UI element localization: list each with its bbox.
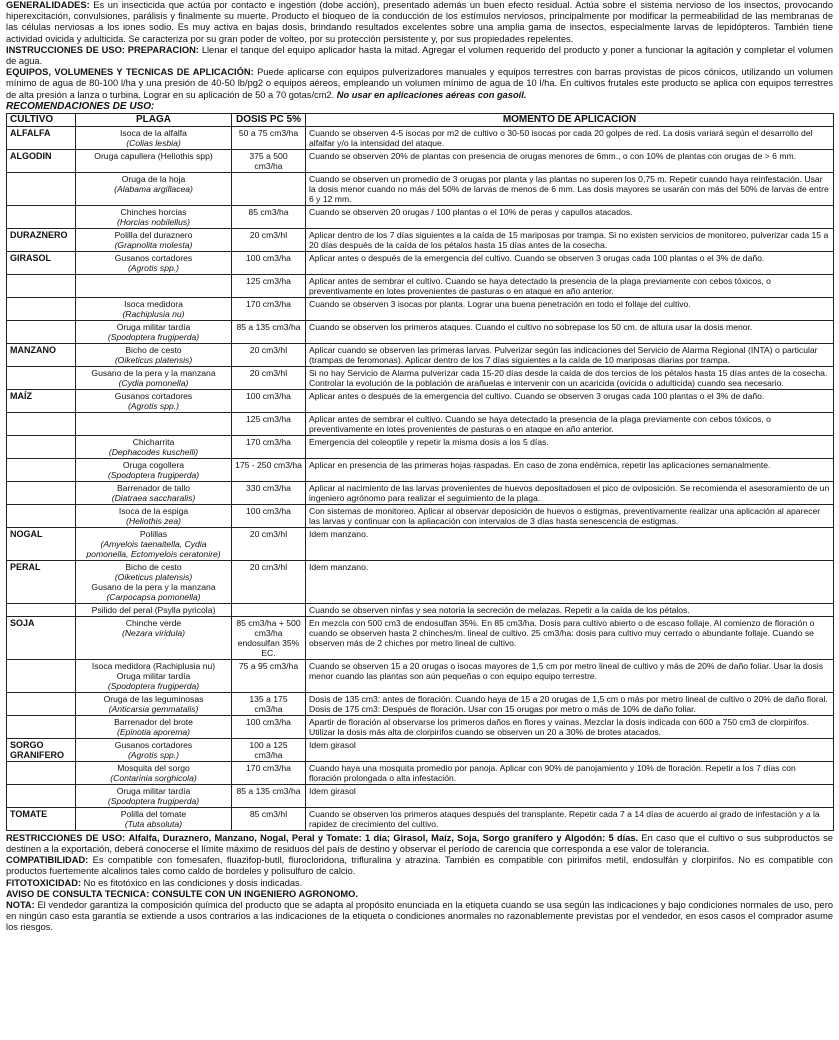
cell-momento: Aplicar dentro de los 7 días siguientes a la caída de 15 mariposas por trampa. Si no existen servicios de monitoreo, pulverizar cada 15 a 20 días después de la caída de los pétalos hasta 15 días antes de la cosecha.: [306, 228, 834, 251]
cell-momento: Aplicar antes o después de la emergencia del cultivo. Cuando se observen 3 orugas cada 100 plantas o el 3% de daño.: [306, 251, 834, 274]
cell-cultivo: [7, 603, 76, 616]
pest-scientific-name: (Oiketicus platensis): [114, 354, 193, 365]
fitotoxicidad-block: [6, 878, 833, 889]
cell-momento: Si no hay Servicio de Alarma pulverizar cada 15-20 días desde la caída de dos tercios de los pétalos hasta 15 días antes de la cosecha. Controlar la evolución de la población de arañuelas e intervenir con un acaricida (ovicida o adulticida) cuando sea necesario.: [306, 366, 834, 389]
pest-scientific-name: (Oiketicus platensis): [114, 571, 193, 582]
pest-scientific-name: (Horcias nobilellus): [116, 216, 191, 227]
equipos-label: EQUIPOS, VOLUMENES Y TECNICAS DE APLICACIÓN:: [6, 67, 254, 78]
table-row: [7, 149, 834, 172]
table-row: [7, 297, 834, 320]
cell-momento: Idem girasol: [306, 784, 834, 807]
cell-dosis: 125 cm3/ha: [232, 274, 306, 297]
pest-scientific-name: (Spodoptera frugiperda): [107, 795, 200, 806]
table-row: [7, 366, 834, 389]
cell-momento: Aplicar antes de sembrar el cultivo. Cuando se haya detectado la presencia de la plaga previamente con cebos tóxicos, o preventivamente en lotes provenientes de pasturas o en ataque en año anterior.: [306, 274, 834, 297]
cell-cultivo: SOJA: [7, 616, 76, 659]
label-page: [6, 0, 833, 934]
cell-plaga: [76, 435, 232, 458]
cell-plaga: [76, 616, 232, 659]
cell-plaga: [76, 761, 232, 784]
cell-dosis: 20 cm3/hl: [232, 527, 306, 560]
table-row: [7, 412, 834, 435]
cell-cultivo: ALFALFA: [7, 126, 76, 149]
cell-cultivo: [7, 205, 76, 228]
cell-dosis: 135 a 175 cm3/ha: [232, 692, 306, 715]
cell-dosis: [232, 172, 306, 205]
pest-name: Oruga cogollera: [122, 459, 185, 470]
cell-cultivo: [7, 692, 76, 715]
pest-scientific-name: (Spodoptera frugiperda): [107, 680, 200, 691]
cell-dosis: 100 cm3/ha: [232, 251, 306, 274]
pest-scientific-name: (Colias lesbia): [126, 137, 181, 148]
pest-name: Gusano de la pera y la manzana: [91, 367, 216, 378]
pest-name: Oruga militar tardía: [116, 785, 191, 796]
pest-name: Bicho de cesto: [125, 561, 182, 572]
pest-scientific-name: (Alabama argillacea): [114, 183, 193, 194]
cell-dosis: [232, 603, 306, 616]
cell-cultivo: [7, 435, 76, 458]
cell-plaga: [76, 251, 232, 274]
cell-cultivo: [7, 715, 76, 738]
cell-plaga: [76, 366, 232, 389]
equipos-paragraph: [6, 67, 833, 101]
cell-plaga: [76, 126, 232, 149]
cell-dosis: 170 cm3/ha: [232, 297, 306, 320]
restricciones-block: [6, 833, 833, 855]
cell-plaga: [76, 149, 232, 172]
cell-cultivo: [7, 320, 76, 343]
recomendaciones-title: RECOMENDACIONES DE USO:: [6, 100, 155, 112]
pest-name: Oruga de las leguminosas: [103, 693, 204, 704]
pest-scientific-name: (Heliothis zea): [126, 515, 181, 526]
cell-cultivo: [7, 659, 76, 692]
cell-cultivo: GIRASOL: [7, 251, 76, 274]
nota-text: El vendedor garantiza la composición química del producto que se adapta al propósito enunciada en la etiqueta cuando se usa según las indicaciones y bajo condiciones normales de uso, pero en ningún caso esta garantía se extiende a usos contrarios a las indicaciones de la etiqueta o condiciones anormales no razonablemente previstas por el vendedor, en esos casos el comprador asume los riesgos.: [6, 900, 833, 933]
table-body: [7, 126, 834, 830]
nota-label: NOTA:: [6, 900, 35, 911]
pest-scientific-name: (Contarinia sorghicola): [110, 772, 197, 783]
cell-dosis: 50 a 75 cm3/ha: [232, 126, 306, 149]
cell-cultivo: [7, 412, 76, 435]
pest-name: Gusano de la pera y la manzana: [91, 581, 216, 592]
cell-momento: Aplicar en presencia de las primeras hojas raspadas. En caso de zona endémica, repetir las aplicaciones semanalmente.: [306, 458, 834, 481]
cell-momento: Cuando se observen 3 isocas por planta. Lograr una buena penetración en todo el follaje del cultivo.: [306, 297, 834, 320]
cell-momento: Cuando se observen 15 a 20 orugas o isocas mayores de 1,5 cm por metro lineal de cultivo y más de 20% de daño foliar. Usar la dosis menor cuando las plantas son aún pequeñas o con equipo equipo terrestre.: [306, 659, 834, 692]
table-row: [7, 527, 834, 560]
cell-cultivo: [7, 366, 76, 389]
header-plaga: PLAGA: [76, 113, 232, 126]
table-row: [7, 172, 834, 205]
cell-dosis: 125 cm3/ha: [232, 412, 306, 435]
cell-cultivo: [7, 297, 76, 320]
cell-plaga: [76, 481, 232, 504]
table-row: [7, 435, 834, 458]
pest-scientific-name: (Diatraea saccharalis): [111, 492, 196, 503]
pest-name: Oruga de la hoja: [121, 173, 186, 184]
pest-name: Chinche verde: [125, 617, 182, 628]
table-row: [7, 692, 834, 715]
pest-scientific-name: (Epinotia aporema): [116, 726, 191, 737]
pest-name: Gusanos cortadores: [114, 252, 193, 263]
cell-momento: Dosis de 135 cm3: antes de floración. Cuando haya de 15 a 20 orugas de 1,5 cm o más por metro lineal de cultivo o 20% de daño floral. Dosis de 175 cm3: Después de floración. Usar con 15 orugas por metro o más de 10% de daño foliar.: [306, 692, 834, 715]
cell-dosis: 75 a 95 cm3/ha: [232, 659, 306, 692]
cell-momento: Aplicar cuando se observen las primeras larvas. Pulverizar según las indicaciones del Servicio de Alarma Regional (INTA) o particular (trampas de feromonas). Aplicar dentro de los 7 días siguientes a la caída de 10 mariposas diarias por trampa.: [306, 343, 834, 366]
cell-momento: Idem manzano.: [306, 560, 834, 603]
pest-name: Isoca medidora (Rachiplusia nu): [91, 660, 216, 671]
cell-plaga: [76, 412, 232, 435]
cell-plaga: [76, 807, 232, 830]
cell-dosis: 100 cm3/ha: [232, 504, 306, 527]
pest-name: Polilla del tomate: [120, 808, 187, 819]
cell-dosis: 20 cm3/hl: [232, 343, 306, 366]
cell-plaga: [76, 458, 232, 481]
header-cultivo: CULTIVO: [7, 113, 76, 126]
cell-momento: Cuando se observen 4-5 isocas por m2 de cultivo o 30-50 isocas por cada 20 golpes de red. La dosis variará según el desarrollo del alfalfar y/o la intensidad del ataque.: [306, 126, 834, 149]
aviso-consulta: AVISO DE CONSULTA TECNICA: CONSULTE CON UN INGENIERO AGRONOMO.: [6, 888, 358, 899]
fitotoxicidad-label: FITOTOXICIDAD:: [6, 877, 82, 888]
cell-momento: Aplicar al nacimiento de las larvas provenientes de huevos depositadosen el pico de oviposición. Se recomienda el asesoramiento de un ingeniero agrónomo para realizar el seguimiento de la plaga.: [306, 481, 834, 504]
cell-dosis: 85 a 135 cm3/ha: [232, 320, 306, 343]
cell-momento: Cuando se observen los primeros ataques después del transplante. Repetir cada 7 a 14 días de acuerdo al grado de infestación y a la rapidez de crecimiento del cultivo.: [306, 807, 834, 830]
table-row: [7, 481, 834, 504]
cell-momento: En mezcla con 500 cm3 de endosulfan 35%. En 85 cm3/ha. Dosis para cultivo abierto o de escaso follaje. Al comienzo de floración o cuando se observen hasta 2 chinches/m. lineal de cultivo. 25 cm3/ha: dosis para cultivo muy cerrado o abundante follaje. Cuando se observen más de 2 chiches por metro lineal de cultivo.: [306, 616, 834, 659]
pest-name: Barrenador de tallo: [116, 482, 191, 493]
cell-plaga: [76, 274, 232, 297]
cell-plaga: [76, 228, 232, 251]
cell-cultivo: MANZANO: [7, 343, 76, 366]
pest-name: Chicharrita: [132, 436, 175, 447]
pest-scientific-name: (Dephacodes kuschelli): [108, 446, 199, 457]
cell-cultivo: [7, 504, 76, 527]
pest-scientific-name: (Carpocapsa pomonella): [106, 591, 201, 602]
cell-plaga: [76, 504, 232, 527]
cell-dosis: 85 cm3/ha: [232, 205, 306, 228]
cell-plaga: [76, 560, 232, 603]
table-row: [7, 228, 834, 251]
table-row: [7, 504, 834, 527]
generalidades-paragraph: [6, 0, 833, 45]
instrucciones-paragraph: [6, 45, 833, 67]
cell-momento: Cuando se observen 20 orugas / 100 plantas o el 10% de peras y capullos atacados.: [306, 205, 834, 228]
cell-plaga: [76, 603, 232, 616]
nota-block: [6, 900, 833, 934]
table-row: [7, 616, 834, 659]
cell-momento: Apartir de floración al observarse los primeros daños en flores y vainas. Mezclar la dosis indicada con 600 a 750 cm3 de clorpirifos. Utilizar la dosis más alta de clorpirifos cuando se observen un 20 a 30% de brotes atacados.: [306, 715, 834, 738]
pest-scientific-name: (Agrotis spp.): [127, 400, 180, 411]
cell-plaga: [76, 692, 232, 715]
pest-name: Polilla del duraznero: [114, 229, 193, 240]
cell-dosis: 330 cm3/ha: [232, 481, 306, 504]
pest-name: Chinches horcias: [120, 206, 187, 217]
cell-momento: Idem manzano.: [306, 527, 834, 560]
pest-name: Gusanos cortadores: [114, 739, 193, 750]
pest-scientific-name: (Rachiplusia nu): [122, 308, 185, 319]
cell-dosis: 175 - 250 cm3/ha: [232, 458, 306, 481]
cell-momento: Aplicar antes de sembrar el cultivo. Cuando se haya detectado la presencia de la plaga previamente con cebos tóxicos, o preventivamente en lotes provenientes de pasturas o en ataque en año anterior.: [306, 412, 834, 435]
header-dosis: DOSIS PC 5%: [232, 113, 306, 126]
cell-dosis: 20 cm3/hl: [232, 560, 306, 603]
cell-dosis: 20 cm3/hl: [232, 228, 306, 251]
pest-scientific-name: (Amyelois taenaitella, Cydia pomonella, Ectomyelois ceratonire): [86, 538, 221, 559]
pest-name: Oruga capullera (Heliothis spp): [94, 150, 213, 161]
pest-name: Bicho de cesto: [125, 344, 182, 355]
pest-scientific-name: (Nezara viridula): [121, 627, 186, 638]
cell-cultivo: [7, 784, 76, 807]
table-row: [7, 343, 834, 366]
cell-plaga: [76, 320, 232, 343]
compatibilidad-label: COMPATIBILIDAD:: [6, 855, 89, 866]
cell-dosis: 85 a 135 cm3/ha: [232, 784, 306, 807]
table-row: [7, 458, 834, 481]
table-row: [7, 205, 834, 228]
cell-cultivo: [7, 172, 76, 205]
instrucciones-text: Llenar el tanque del equipo aplicador hasta la mitad. Agregar el volumen requerido del producto y poner a funcionar la agitación y completar el volumen de agua.: [6, 44, 834, 67]
cell-momento: Idem girasol: [306, 738, 834, 761]
table-row: [7, 761, 834, 784]
cell-plaga: [76, 715, 232, 738]
table-header-row: [7, 113, 834, 126]
table-row: [7, 715, 834, 738]
pest-scientific-name: (Cydia pomonella): [118, 377, 189, 388]
cell-momento: Cuando se observen los primeros ataques. Cuando el cultivo no sobrepase los 50 cm. de altura usar la dosis menor.: [306, 320, 834, 343]
cell-dosis: 170 cm3/ha: [232, 435, 306, 458]
pest-name: Psilido del peral (Psylla pyricola): [91, 604, 216, 615]
generalidades-text: Es un insecticida que actúa por contacto e ingestión (dobe acción), presentado además un buen efecto residual. Actúa sobre el sistema nervioso de los insectos, provocando hiperexcitación, convulsiones, parálisis y finalmente su muerte. Producto el bioqueo de la conducción de los estímulos nerviosos, principalmente por modificar la permeabilidad de las membranas de las células nerviosas a los iones sodio. Es muy activa en bajas dosis, brindando resultados excelentes sobre una amplia gama de insectos, especialmente larvas de lepidópteros. También tiene actividad ovicida y adulticida. Se caracteriza por su gran poder de volteo, por su protección persistente y, por sus propiedades repelentes.: [6, 0, 833, 44]
cell-dosis: 100 cm3/ha: [232, 389, 306, 412]
cell-dosis: 85 cm3/ha + 500 cm3/ha endosulfan 35% EC.: [232, 616, 306, 659]
table-row: [7, 807, 834, 830]
cell-cultivo: PERAL: [7, 560, 76, 603]
footer-section: [6, 833, 833, 934]
cell-plaga: [76, 389, 232, 412]
cell-cultivo: SORGO GRANIFERO: [7, 738, 76, 761]
table-row: [7, 784, 834, 807]
cell-plaga: [76, 343, 232, 366]
cell-plaga: [76, 205, 232, 228]
pest-name: Barrenador del brote: [114, 716, 193, 727]
table-row: [7, 659, 834, 692]
table-row: [7, 274, 834, 297]
cell-cultivo: [7, 761, 76, 784]
cell-cultivo: NOGAL: [7, 527, 76, 560]
pest-scientific-name: (Agrotis spp.): [127, 262, 180, 273]
pest-scientific-name: (Agrotis spp.): [127, 749, 180, 760]
cell-momento: Cuando se observen ninfas y sea notoria la secreción de melazas. Repetir a la caída de los pétalos.: [306, 603, 834, 616]
cell-momento: Con sistemas de monitoreo. Aplicar al observar deposición de huevos o estigmas, preventivamente realizar una aplicación al aparecer las larvas y continuar con la apliacación con intervalos de 3 días hasta senescencia de estigmas.: [306, 504, 834, 527]
pest-name: Isoca de la alfalfa: [120, 127, 187, 138]
pest-name: Polillas: [139, 528, 168, 539]
header-momento: MOMENTO DE APLICACION: [306, 113, 834, 126]
table-row: [7, 560, 834, 603]
pest-name: Isoca medidora: [124, 298, 183, 309]
restricciones-label: RESTRICCIONES DE USO:: [6, 832, 126, 843]
compatibilidad-text: Es compatible con fomesafen, fluazifop-butil, flurocloridona, trifluralina y atrazina. También es compatible con pirimifos metil, endosulfán y clorpirifos. No es compatible con productos fuertemente alcalinos tales como caldo de bordeles y polisulfuro de calcio.: [6, 855, 833, 877]
cell-plaga: [76, 297, 232, 320]
cell-dosis: 85 cm3/hl: [232, 807, 306, 830]
pest-name: Oruga militar tardía: [116, 670, 191, 681]
cell-plaga: [76, 738, 232, 761]
cell-momento: Cuando haya una mosquita promedio por panoja. Aplicar con 90% de panojamiento y 10% de floración. Repetir a los 7 días con floración prolongada o alta infestación.: [306, 761, 834, 784]
cell-plaga: [76, 527, 232, 560]
cell-plaga: [76, 172, 232, 205]
cell-cultivo: [7, 458, 76, 481]
cell-dosis: 170 cm3/ha: [232, 761, 306, 784]
equipos-warning: No usar en aplicaciones aéreas con gasoil.: [336, 89, 527, 100]
table-row: [7, 126, 834, 149]
cell-dosis: 20 cm3/hl: [232, 366, 306, 389]
pest-scientific-name: (Spodoptera frugiperda): [107, 469, 200, 480]
pest-scientific-name: (Anticarsia gemmatalis): [108, 703, 199, 714]
cell-cultivo: ALGODIN: [7, 149, 76, 172]
table-row: [7, 251, 834, 274]
cell-momento: Cuando se observen 20% de plantas con presencia de orugas menores de 6mm., o con 10% de plantas con orugas de > 6 mm.: [306, 149, 834, 172]
instrucciones-label: INSTRUCCIONES DE USO: PREPARACION:: [6, 44, 199, 55]
table-row: [7, 603, 834, 616]
table-row: [7, 738, 834, 761]
generalidades-label: GENERALIDADES:: [6, 0, 90, 10]
cell-cultivo: TOMATE: [7, 807, 76, 830]
pest-name: Oruga militar tardía: [116, 321, 191, 332]
cell-plaga: [76, 784, 232, 807]
cell-dosis: 100 a 125 cm3/ha: [232, 738, 306, 761]
table-row: [7, 389, 834, 412]
cell-cultivo: MAÍZ: [7, 389, 76, 412]
cell-cultivo: [7, 481, 76, 504]
pest-scientific-name: (Tuta absoluta): [124, 818, 183, 829]
restricciones-crops: Alfalfa, Duraznero, Manzano, Nogal, Peral y Tomate: 1 día; Girasol, Maíz, Soja, Sorgo granífero y Algodón: 5 días.: [128, 832, 639, 843]
cell-momento: Cuando se observen un promedio de 3 orugas por planta y las plantas no superen los 0,75 m. Repetir cuando haya reinfestación. Usar la dosis menor cuando no más del 50% de larvas de menos de 6 mm. Las dosis mayores se usarán con más del 50% de larvas de entre 6 y 12 mm.: [306, 172, 834, 205]
pest-name: Isoca de la espiga: [118, 505, 189, 516]
restricciones-text: En caso que el cultivo o sus subproductos se destinen a la exportación, deberá conocerse el límite máximo de residuos del país de destino y observar el período de carencia que corresponda a ese valor de tolerancia.: [6, 832, 833, 855]
cell-cultivo: DURAZNERO: [7, 228, 76, 251]
recommendations-table: [6, 113, 834, 831]
cell-dosis: 100 cm3/ha: [232, 715, 306, 738]
table-row: [7, 320, 834, 343]
cell-dosis: 375 a 500 cm3/ha: [232, 149, 306, 172]
pest-name: Mosquita del sorgo: [117, 762, 190, 773]
cell-momento: Emergencia del coleoptile y repetir la misma dosis a los 5 días.: [306, 435, 834, 458]
pest-scientific-name: (Grapnolita molesta): [114, 239, 193, 250]
cell-momento: Aplicar antes o después de la emergencia del cultivo. Cuando se observen 3 orugas cada 100 plantas o el 3% de daño.: [306, 389, 834, 412]
cell-cultivo: [7, 274, 76, 297]
pest-scientific-name: (Spodoptera frugiperda): [107, 331, 200, 342]
fitotoxicidad-text: No es fitotóxico en las condiciones y dosis indicadas.: [83, 877, 303, 888]
cell-plaga: [76, 659, 232, 692]
equipos-text: Puede aplicarse con equipos pulverizadores manuales y equipos terrestres con barras provistas de picos cónicos, utilizando un volumen mínimo de agua de 80-100 l/ha y una presión de 40-50 lb/pg2 o equipos aéreos, empleando un volumen mínimo de agua de 10 l/ha. En cultivos frutales este producto se aplica con equipos terrestres de alta presión a lanza o turbina. Lograr en su aplicación de 50 a 70 gotas/cm2.: [6, 67, 833, 100]
pest-name: Gusanos cortadores: [114, 390, 193, 401]
compatibilidad-block: [6, 855, 833, 877]
